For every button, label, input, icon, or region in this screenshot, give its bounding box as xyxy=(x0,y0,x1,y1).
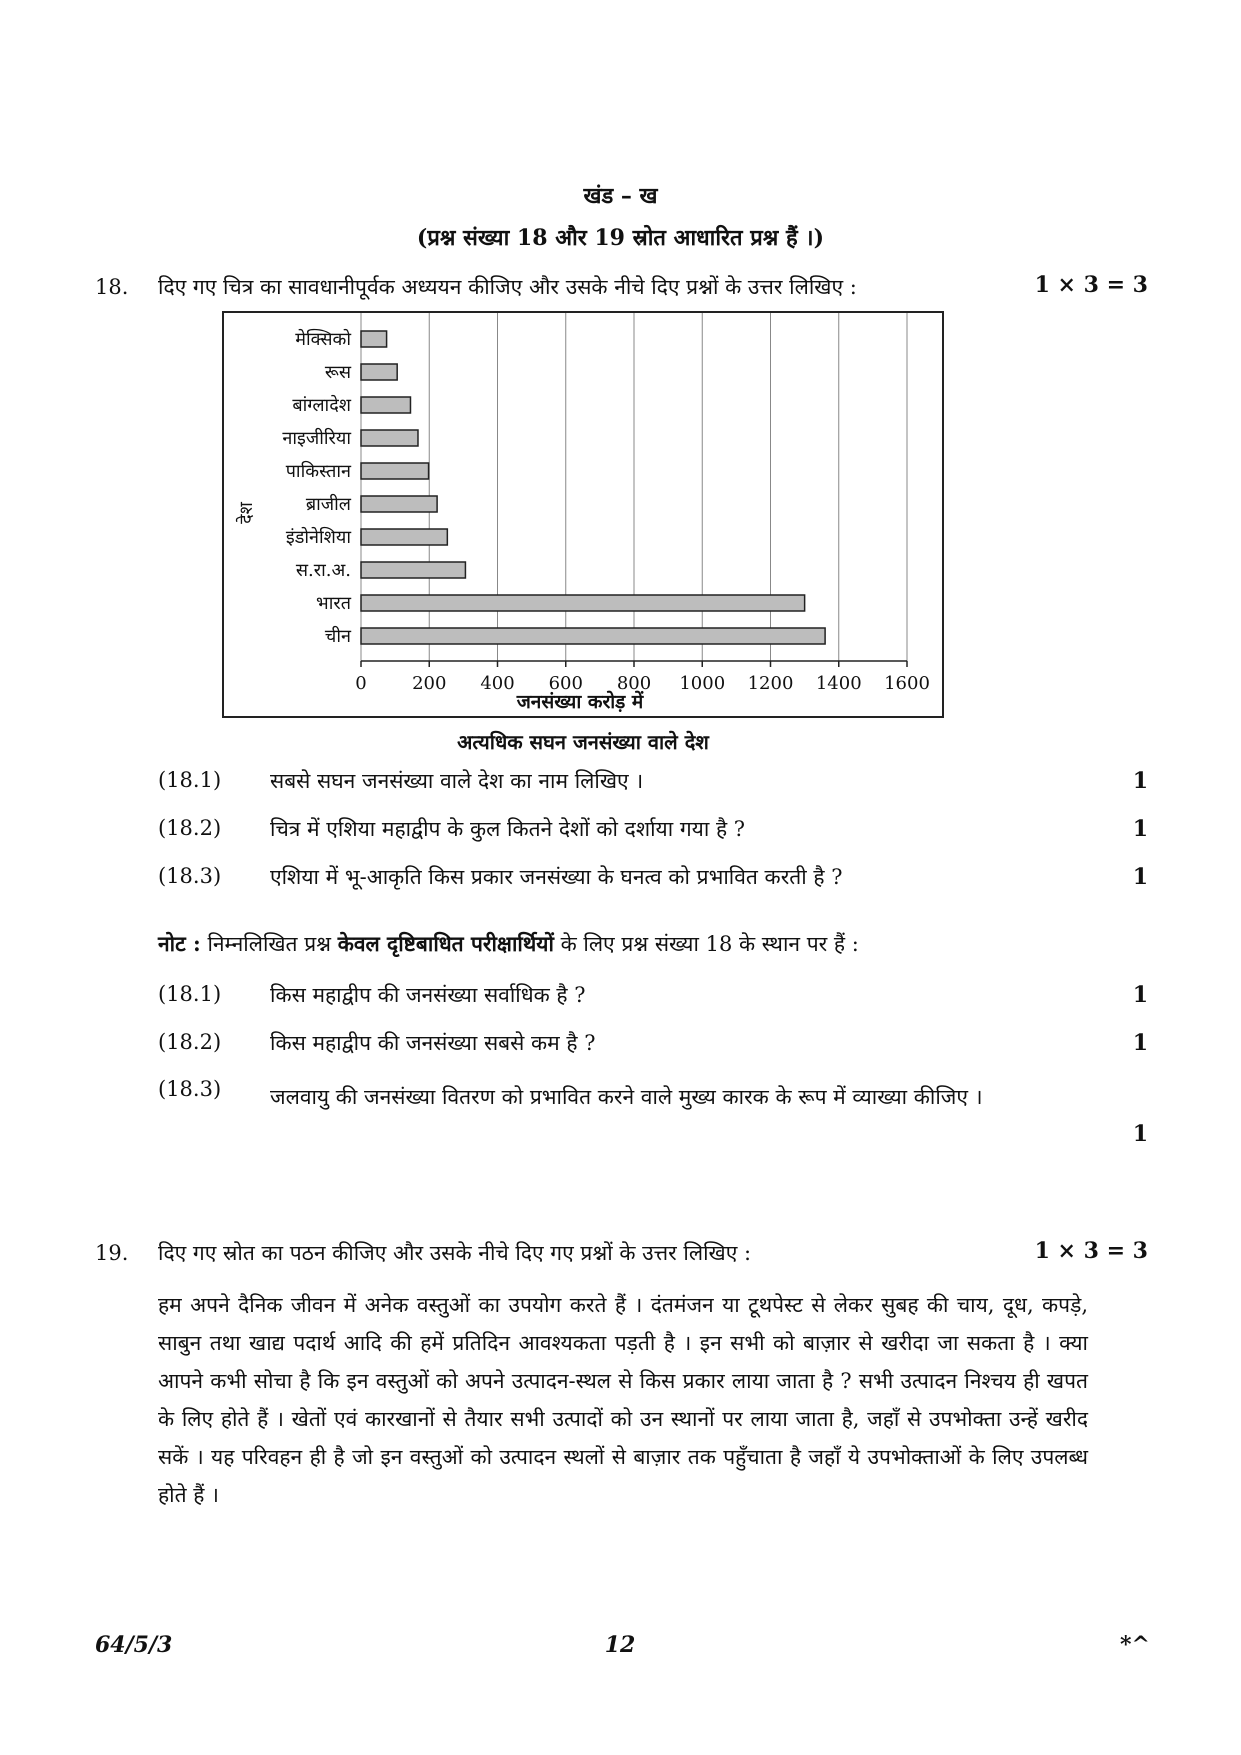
question-19-marks: 1 × 3 = 3 xyxy=(1034,1238,1148,1264)
question-18-number: 18. xyxy=(95,275,129,299)
category-label: ब्राजील xyxy=(305,494,351,515)
x-tick-label: 600 xyxy=(548,673,583,694)
x-tick-label: 800 xyxy=(616,673,652,694)
alt-18-2-text: किस महाद्वीप की जनसंख्या सबसे कम है ? xyxy=(270,1031,596,1055)
bar xyxy=(361,397,410,413)
footer-mark: *^ xyxy=(1120,1632,1150,1658)
bar xyxy=(361,628,825,644)
bar xyxy=(361,430,418,446)
chart-caption: अत्यधिक सघन जनसंख्या वाले देश xyxy=(457,730,709,754)
alt-18-3-number: (18.3) xyxy=(158,1077,222,1101)
bar xyxy=(361,562,465,578)
population-bar-chart xyxy=(224,313,942,716)
bar xyxy=(361,595,805,611)
sub-18-3-mark: 1 xyxy=(1132,864,1148,890)
note-post: के लिए प्रश्न संख्या 18 के स्थान पर हैं : xyxy=(560,932,859,956)
chart-x-ticks xyxy=(355,661,930,694)
question-18-marks: 1 × 3 = 3 xyxy=(1034,272,1148,298)
category-label: भारत xyxy=(316,593,351,614)
bar xyxy=(361,529,447,545)
category-label: रूस xyxy=(324,362,351,383)
x-axis-title: जनसंख्या करोड़ में xyxy=(516,691,644,713)
sub-18-2-text: चित्र में एशिया महाद्वीप के कुल कितने देशों को दर्शाया गया है ? xyxy=(270,817,746,841)
x-tick-label: 400 xyxy=(480,673,515,694)
question-18-text: दिए गए चित्र का सावधानीपूर्वक अध्ययन कीजिए और उसके नीचे दिए प्रश्नों के उत्तर लिखिए : xyxy=(158,275,857,299)
bar xyxy=(361,463,429,479)
category-label: चीन xyxy=(324,626,351,647)
paper-code: 64/5/3 xyxy=(95,1632,173,1658)
bar xyxy=(361,364,397,380)
category-label: नाइजीरिया xyxy=(282,428,351,449)
category-label: पाकिस्तान xyxy=(285,461,351,482)
question-19-text: दिए गए स्रोत का पठन कीजिए और उसके नीचे दिए गए प्रश्नों के उत्तर लिखिए : xyxy=(158,1241,752,1265)
sub-18-2-mark: 1 xyxy=(1132,816,1148,842)
question-19-number: 19. xyxy=(95,1241,129,1265)
category-label: इंडोनेशिया xyxy=(285,527,351,548)
note-line xyxy=(158,929,1138,959)
x-tick-label: 1400 xyxy=(815,673,862,694)
category-label: मेक्सिको xyxy=(295,329,351,350)
sub-18-3-number: (18.3) xyxy=(158,864,222,888)
bar xyxy=(361,496,437,512)
alt-18-1-number: (18.1) xyxy=(158,982,222,1006)
alt-18-1-text: किस महाद्वीप की जनसंख्या सर्वाधिक है ? xyxy=(270,983,586,1007)
category-label: बांग्लादेश xyxy=(292,395,351,416)
bar xyxy=(361,331,387,347)
x-tick-label: 0 xyxy=(355,673,367,694)
note-pre: निम्नलिखित प्रश्न xyxy=(207,932,331,956)
sub-18-2-number: (18.2) xyxy=(158,816,222,840)
category-label: स.रा.अ. xyxy=(295,560,351,581)
alt-18-1-mark: 1 xyxy=(1132,982,1148,1008)
sub-18-3-text: एशिया में भू-आकृति किस प्रकार जनसंख्या के घनत्व को प्रभावित करती है ? xyxy=(270,865,843,889)
chart-frame xyxy=(222,311,944,718)
sub-18-1-number: (18.1) xyxy=(158,768,222,792)
alt-18-2-mark: 1 xyxy=(1132,1030,1148,1056)
alt-18-3-mark: 1 xyxy=(1132,1121,1148,1147)
alt-18-2-number: (18.2) xyxy=(158,1030,222,1054)
sub-18-1-text: सबसे सघन जनसंख्या वाले देश का नाम लिखिए । xyxy=(270,769,644,793)
note-emphasis: केवल दृष्टिबाधित परीक्षार्थियों xyxy=(337,931,554,956)
x-tick-label: 200 xyxy=(412,673,447,694)
x-tick-label: 1200 xyxy=(747,673,794,694)
chart-bars xyxy=(361,331,825,644)
chart-category-labels xyxy=(282,328,352,647)
section-subtitle: (प्रश्न संख्या 18 और 19 स्रोत आधारित प्रश्न हैं ।) xyxy=(416,225,825,251)
page-number: 12 xyxy=(604,1632,636,1658)
x-tick-label: 1600 xyxy=(884,673,930,694)
x-tick-label: 1000 xyxy=(679,673,726,694)
section-title: खंड – ख xyxy=(583,183,658,209)
y-axis-title: देश xyxy=(236,502,257,524)
source-passage: हम अपने दैनिक जीवन में अनेक वस्तुओं का उपयोग करते हैं । दंतमंजन या टूथपेस्ट से लेकर सुबह की चाय, दूध, कपड़े, साबुन तथा खाद्य पदार्थ आदि की हमें प्रतिदिन आवश्यकता पड़ती है । इन सभी को बाज़ार से खरीदा जा सकता है । क्या आपने कभी सोचा है कि इन वस्तुओं को अपने उत्पादन-स्थल से किस प्रकार लाया जाता है ? सभी उत्पादन निश्चय ही खपत के लिए होते हैं । खेतों एवं कारखानों से तैयार सभी उत्पादों को उन स्थानों पर लाया जाता है, जहाँ से उपभोक्ता उन्हें खरीद सकें । यह परिवहन ही है जो इन वस्तुओं को उत्पादन स्थलों से बाज़ार तक पहुँचाता है जहाँ ये उपभोक्ताओं के लिए उपलब्ध होते हैं । xyxy=(158,1293,1088,1507)
alt-18-3-text: जलवायु की जनसंख्या वितरण को प्रभावित करने वाले मुख्य कारक के रूप में व्याख्या कीजिए । xyxy=(270,1085,983,1109)
note-label: नोट : xyxy=(158,931,201,956)
sub-18-1-mark: 1 xyxy=(1132,768,1148,794)
